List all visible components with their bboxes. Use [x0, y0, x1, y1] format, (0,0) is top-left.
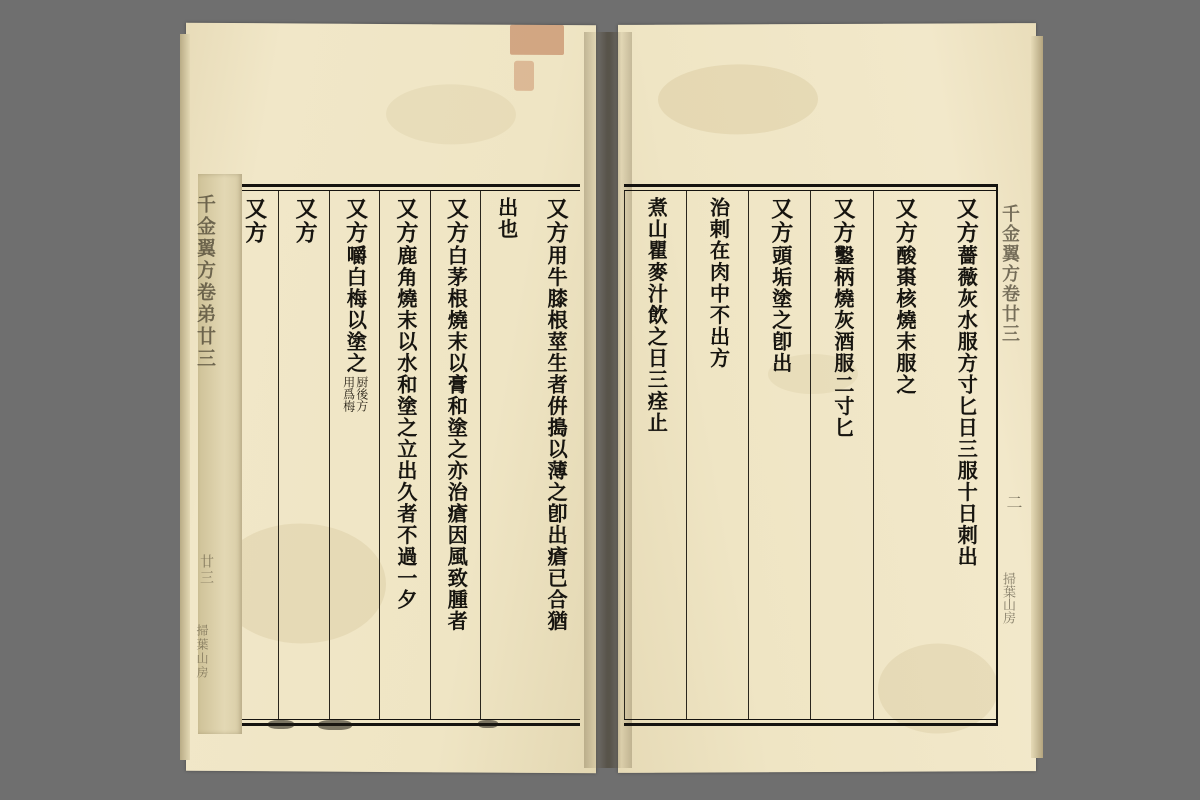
column-body: 治剌在肉中不出方 [706, 197, 731, 369]
column-heading: 又方 [342, 197, 368, 245]
text-column [531, 191, 580, 719]
seal-stamp [510, 25, 564, 55]
text-column [810, 191, 872, 719]
text-column [748, 191, 810, 719]
column-heading: 又方 [443, 197, 469, 245]
seal-stamp-secondary [514, 61, 534, 91]
column-body: 嚼白梅以塗之 [343, 245, 368, 374]
page-edge-right [1031, 36, 1043, 758]
column-heading: 又方 [892, 197, 918, 245]
column-body: 白茅根燒末以膏和塗之亦治瘡因風致腫者 [444, 245, 469, 632]
column-heading: 又方 [829, 197, 855, 245]
column-annotation: 厨後方 用爲梅 [341, 376, 369, 412]
column-body: 鹿角燒末以水和塗之立出久者不過一夕 [393, 245, 418, 611]
column-body: 薔薇灰水服方寸匕日三服十日刺出 [954, 245, 979, 568]
text-column [873, 191, 935, 719]
text-column [430, 191, 480, 719]
text-column [480, 191, 530, 719]
text-column [624, 191, 686, 719]
text-column [686, 191, 748, 719]
column-body: 用牛膝根莖生者倂搗以薄之卽出瘡已合猶 [544, 245, 569, 632]
column-body: 酸棗核燒末服之 [893, 245, 918, 396]
text-column [935, 191, 996, 719]
spine-title: 千金翼方卷弟廿三 [194, 194, 216, 370]
column-body: 鑿柄燒灰酒服二寸匕 [830, 245, 855, 439]
left-page-text-frame [226, 184, 580, 726]
column-body: 煮山瞿麥汁飲之日三痊止 [644, 197, 669, 434]
spine-footer: 掃葉山房 [195, 624, 209, 680]
center-fold-page-number: 二 [1004, 494, 1023, 510]
column-heading: 又方 [241, 197, 267, 245]
column-heading: 又方 [543, 197, 569, 245]
page-edge-left [180, 34, 190, 760]
column-heading: 又方 [392, 197, 418, 245]
center-fold-title: 千金翼方卷廿三 [999, 204, 1020, 344]
center-fold-footer: 掃葉山房 [1000, 572, 1015, 624]
column-heading: 又方 [767, 197, 793, 245]
column-heading: 又方 [953, 197, 979, 245]
column-heading: 又方 [292, 197, 318, 245]
book-spread [186, 24, 1036, 772]
text-column [329, 191, 379, 719]
column-body: 出也 [494, 197, 519, 240]
text-column [379, 191, 429, 719]
text-column [278, 191, 328, 719]
spine-subtitle: 廿三 [198, 554, 214, 586]
column-body: 頭垢塗之卽出 [768, 245, 793, 374]
right-page-text-frame [624, 184, 998, 726]
